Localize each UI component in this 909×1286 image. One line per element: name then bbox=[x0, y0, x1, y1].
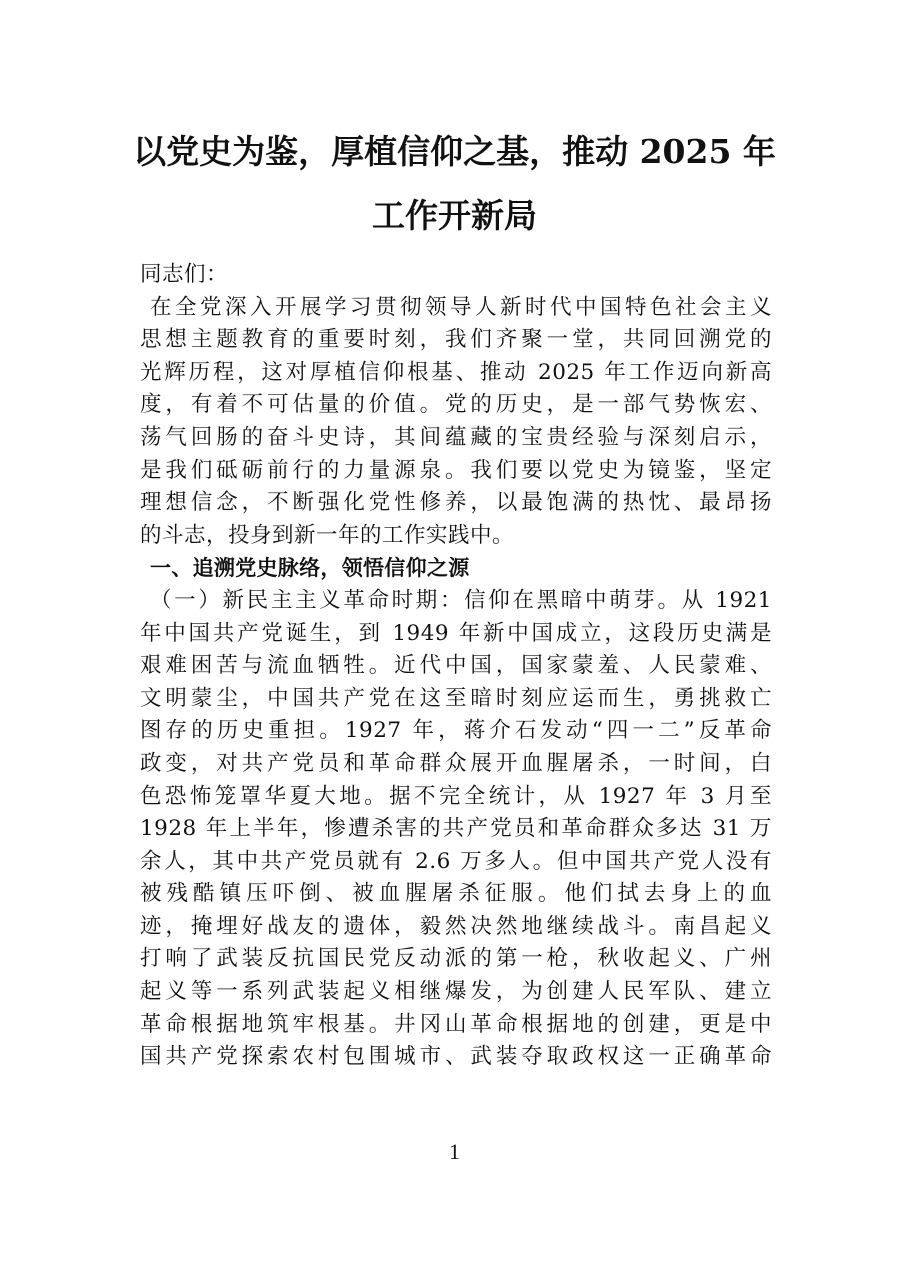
section-line: （一）新民主主义革命时期：信仰在黑暗中萌芽。从 1921 bbox=[150, 587, 772, 613]
document-title-line-2: 工作开新局 bbox=[372, 196, 537, 235]
intro-line: 荡气回肠的奋斗史诗，其间蕴藏的宝贵经验与深刻启示， bbox=[140, 424, 772, 450]
document-title-line-1: 以党史为鉴，厚植信仰之基，推动 2025 年 bbox=[133, 132, 776, 171]
intro-line: 光辉历程，这对厚植信仰根基、推动 2025 年工作迈向新高 bbox=[140, 359, 772, 385]
section-line: 被残酷镇压吓倒、被血腥屠杀征服。他们拭去身上的血 bbox=[140, 881, 772, 907]
intro-line: 理想信念，不断强化党性修养，以最饱满的热忱、最昂扬 bbox=[140, 490, 772, 516]
salutation: 同志们： bbox=[140, 262, 229, 287]
intro-line: 的斗志，投身到新一年的工作实践中。 bbox=[140, 522, 515, 548]
section-line: 图存的历史重担。1927 年，蒋介石发动“四一二”反革命 bbox=[140, 718, 772, 744]
intro-line: 度，有着不可估量的价值。党的历史，是一部气势恢宏、 bbox=[140, 392, 772, 418]
document-body bbox=[140, 259, 772, 1074]
section-line: 打响了武装反抗国民党反动派的第一枪，秋收起义、广州 bbox=[140, 946, 772, 972]
section-line: 文明蒙尘，中国共产党在这至暗时刻应运而生，勇挑救亡 bbox=[140, 685, 772, 711]
section-line: 政变，对共产党员和革命群众展开血腥屠杀，一时间，白 bbox=[140, 750, 772, 776]
intro-line: 是我们砥砺前行的力量源泉。我们要以党史为镜鉴，坚定 bbox=[140, 457, 772, 483]
section-line: 1928 年上半年，惨遭杀害的共产党员和革命群众多达 31 万 bbox=[140, 816, 772, 842]
section-line: 色恐怖笼罩华夏大地。据不完全统计，从 1927 年 3 月至 bbox=[140, 783, 772, 809]
page-number: 1 bbox=[449, 1139, 460, 1164]
section-line: 余人，其中共产党员就有 2.6 万多人。但中国共产党人没有 bbox=[140, 848, 772, 874]
section-line: 迹，掩埋好战友的遗体，毅然决然地继续战斗。南昌起义 bbox=[140, 913, 772, 939]
section-line: 国共产党探索农村包围城市、武装夺取政权这一正确革命 bbox=[140, 1044, 772, 1070]
section-line: 起义等一系列武装起义相继爆发，为创建人民军队、建立 bbox=[140, 979, 772, 1005]
section-heading: 一、追溯党史脉络，领悟信仰之源 bbox=[150, 556, 470, 581]
section-line: 年中国共产党诞生，到 1949 年新中国成立，这段历史满是 bbox=[140, 620, 772, 646]
section-line: 艰难困苦与流血牺牲。近代中国，国家蒙羞、人民蒙难、 bbox=[140, 653, 772, 679]
section-line: 革命根据地筑牢根基。井冈山革命根据地的创建，更是中 bbox=[140, 1011, 772, 1037]
intro-line: 思想主题教育的重要时刻，我们齐聚一堂，共同回溯党的 bbox=[140, 327, 772, 353]
intro-line: 在全党深入开展学习贯彻领导人新时代中国特色社会主义 bbox=[150, 294, 772, 320]
